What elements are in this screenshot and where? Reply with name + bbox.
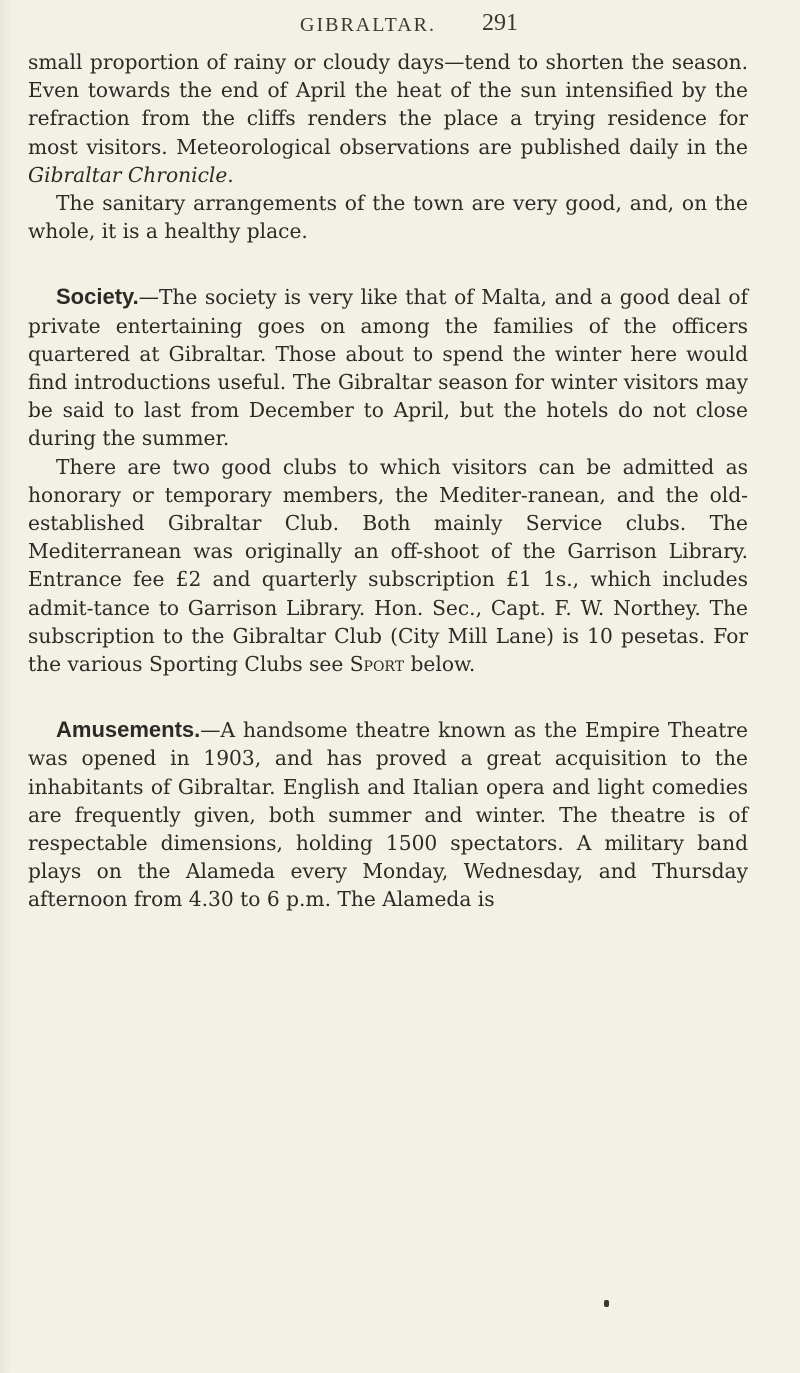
paragraph-amusements-text: —A handsome theatre known as the Empire Theatre was opened in 1903, and has proved a great acquisition to the inhabitants of Gibraltar. English and Italian opera and light comedies are frequently given, both summer and winter. The theatre is of respectable dimensions, holding 1500 spectators. A military band plays on the Alameda every Monday, Wednesday, and Thursday afternoon from 4.30 to 6 p.m. The Alameda is <box>28 718 748 912</box>
publication-title: Gibraltar Chronicle <box>28 162 228 187</box>
body-text <box>28 48 748 914</box>
paragraph-climate <box>28 48 748 189</box>
running-head <box>0 10 800 50</box>
section-heading-society: Society. <box>56 284 139 310</box>
paragraph-society <box>28 283 748 452</box>
running-title: GIBRALTAR. <box>300 14 437 36</box>
section-heading-amusements: Amusements. <box>56 717 201 743</box>
paragraph-clubs <box>28 453 748 679</box>
paragraph-climate-end: . <box>227 162 234 187</box>
paragraph-sanitary <box>28 189 748 245</box>
page-number: 291 <box>482 10 518 36</box>
paragraph-clubs-end: below. <box>404 652 476 677</box>
page-edge-shadow <box>0 0 12 1373</box>
crossref-sport: Sport <box>349 652 405 677</box>
paragraph-amusements <box>28 716 748 913</box>
printer-mark <box>604 1300 609 1307</box>
paragraph-society-text: —The society is very like that of Malta, and a good deal of private entertaining goes on among the families of the officers quartered at Gibraltar. Those about to spend the winter here would find introductions useful. The Gibraltar season for winter visitors may be said to last from December to April, but the hotels do not close during the summer. <box>28 285 748 451</box>
paragraph-climate-text: small proportion of rainy or cloudy days—tend to shorten the season. Even towards the end of April the heat of the sun intensified by the refraction from the cliffs renders the place a trying residence for most visitors. Meteorological observations are published daily in the <box>28 50 748 159</box>
paragraph-clubs-text: There are two good clubs to which visitors can be admitted as honorary or temporary members, the Mediter-ranean, and the old-established Gibraltar Club. Both mainly Service clubs. The Mediterranean was originally an off-shoot of the Garrison Library. Entrance fee £2 and quarterly subscription £1 1s., which includes admit-tance to Garrison Library. Hon. Sec., Capt. F. W. Northey. The subscription to the Gibraltar Club (City Mill Lane) is 10 pesetas. For the various Sporting Clubs see <box>28 454 748 677</box>
paragraph-sanitary-text: The sanitary arrangements of the town are very good, and, on the whole, it is a healthy place. <box>28 191 748 244</box>
